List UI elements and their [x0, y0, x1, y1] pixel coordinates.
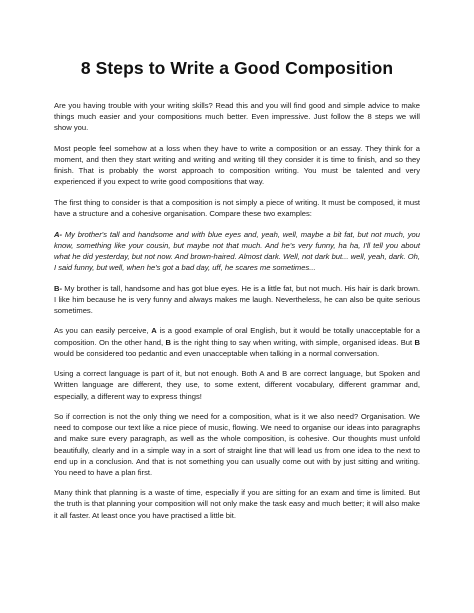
- comparison-text-4: would be considered too pedantic and even unacceptable when talking in a normal conversation.: [54, 348, 380, 358]
- example-a-text: My brother's tall and handsome and with blue eyes and, yeah, well, maybe a bit fat, but not much, you know, something like your cousin, but maybe not that much. And he's very funny, ha ha, I'll tell you about what he did yesterday, but not now. And brown-haired. Almost dark. Well, not dark but... well, yeah, dark. Oh, I said funny, but well, when he's got a bad day, uff, he scares me sometimes...: [54, 229, 420, 272]
- comparison-text-3: is the right thing to say when writing, with simple, organised ideas. But: [171, 337, 415, 347]
- document-title: 8 Steps to Write a Good Composition: [80, 58, 394, 78]
- example-b-paragraph: [54, 283, 420, 316]
- paragraph-comparison: [54, 325, 420, 358]
- document-body: [54, 100, 420, 530]
- example-a-paragraph: [54, 229, 420, 273]
- example-b-text: My brother is tall, handsome and has got blue eyes. He is a little fat, but not much. His hair is dark brown. I like him because he is very funny and always makes me laugh. Nevertheless, he can also be quite serious sometimes.: [54, 283, 420, 315]
- paragraph-organisation: So if correction is not the only thing we need for a composition, what is it we also need? Organisation. We need to compose our text like a nice piece of music, flowing. We need to organise our ideas into paragraphs and make sure every paragraph, as well as the whole composition, is cohesive. Our thoughts must unfold beautifully, clearly and in a simple way in a sort of straight line that will lead us from one idea to the next to end up in a conclusion. And that is not something you can usually come out with by just sitting and writing. You need to have a plan first.: [54, 412, 420, 477]
- paragraph-planning: Many think that planning is a waste of time, especially if you are sitting for an exam and time is limited. But the truth is that planning your composition will not only make the task easy and much better; it will also make it all faster. At least once you have practised a little bit.: [54, 488, 420, 520]
- comparison-text-1: As you can easily perceive,: [54, 326, 152, 336]
- comparison-bold-b: B: [165, 337, 172, 347]
- paragraph-intro: Are you having trouble with your writing skills? Read this and you will find good and simple advice to make things much easier and your compositions much better. Even impressive. Just follow the 8 steps we will show you.: [54, 101, 420, 133]
- comparison-text-2: is a good example of oral English, but it would be totally unacceptable for a composition. On the other hand,: [54, 326, 420, 347]
- comparison-bold-a: A: [151, 326, 157, 336]
- example-a-label: A-: [54, 229, 63, 239]
- paragraph-correct-language: Using a correct language is part of it, but not enough. Both A and B are correct language, but Spoken and Written language are different, they use, to some extent, different vocabulary, different grammar and, especially, a different way to express things!: [54, 369, 420, 401]
- paragraph-first-thing: The first thing to consider is that a composition is not simply a piece of writing. It must be composed, it must have a structure and a cohesive organisation. Compare these two examples:: [54, 197, 420, 218]
- example-b-label: B-: [54, 283, 63, 293]
- paragraph-approach: Most people feel somehow at a loss when they have to write a composition or an essay. They think for a moment, and then they start writing and writing and writing till they consider it is time to finish, and so they finish. That is probably the worst approach to composition writing. You must be talented and very experienced if you expect to write good compositions that way.: [54, 143, 420, 187]
- comparison-bold-b-2: B: [414, 337, 420, 347]
